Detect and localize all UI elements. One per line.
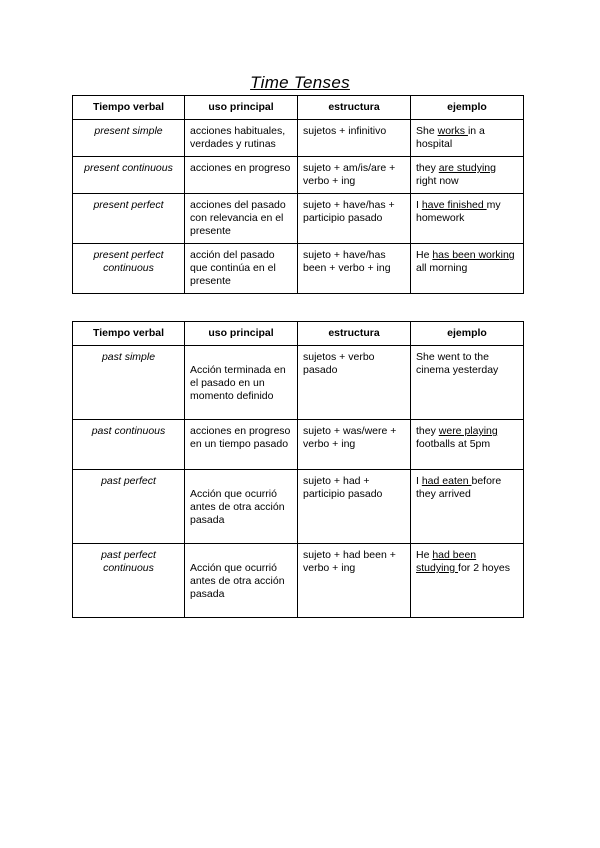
ejemplo-cell: I had eaten before they arrived <box>411 470 524 544</box>
header-tiempo-verbal: Tiempo verbal <box>73 96 185 120</box>
ejemplo-cell: they were playing footballs at 5pm <box>411 420 524 470</box>
table-header-row <box>73 322 524 346</box>
ejemplo-cell: He had been studying for 2 hoyes <box>411 544 524 618</box>
header-estructura: estructura <box>298 322 411 346</box>
estructura-cell: sujeto + am/is/are + verbo + ing <box>298 157 411 194</box>
tense-cell: present perfect continuous <box>73 244 185 294</box>
tense-cell: past simple <box>73 346 185 420</box>
header-uso-principal: uso principal <box>185 322 298 346</box>
table-row <box>73 157 524 194</box>
uso-cell: acción del pasado que continúa en el presente <box>185 244 298 294</box>
present-tenses-table <box>72 95 524 294</box>
tense-cell: past continuous <box>73 420 185 470</box>
header-uso-principal: uso principal <box>185 96 298 120</box>
header-estructura: estructura <box>298 96 411 120</box>
tense-cell: past perfect continuous <box>73 544 185 618</box>
header-ejemplo: ejemplo <box>411 322 524 346</box>
ejemplo-cell: She works in a hospital <box>411 120 524 157</box>
estructura-cell: sujetos + infinitivo <box>298 120 411 157</box>
table-row <box>73 194 524 244</box>
ejemplo-cell: I have finished my homework <box>411 194 524 244</box>
table-row <box>73 470 524 544</box>
uso-cell: acciones en progreso en un tiempo pasado <box>185 420 298 470</box>
table-row <box>73 544 524 618</box>
table-header-row <box>73 96 524 120</box>
estructura-cell: sujeto + had been + verbo + ing <box>298 544 411 618</box>
table-row <box>73 244 524 294</box>
past-tenses-table <box>72 321 524 618</box>
header-tiempo-verbal: Tiempo verbal <box>73 322 185 346</box>
ejemplo-cell: She went to the cinema yesterday <box>411 346 524 420</box>
uso-cell: acciones en progreso <box>185 157 298 194</box>
uso-cell: acciones habituales, verdades y rutinas <box>185 120 298 157</box>
table-row <box>73 346 524 420</box>
uso-cell: Acción que ocurrió antes de otra acción pasada <box>185 544 298 618</box>
tense-cell: past perfect <box>73 470 185 544</box>
uso-cell: Acción que ocurrió antes de otra acción pasada <box>185 470 298 544</box>
document-title: Time Tenses <box>250 73 350 92</box>
header-ejemplo: ejemplo <box>411 96 524 120</box>
table-row <box>73 420 524 470</box>
estructura-cell: sujeto + had + participio pasado <box>298 470 411 544</box>
estructura-cell: sujetos + verbo pasado <box>298 346 411 420</box>
estructura-cell: sujeto + was/were + verbo + ing <box>298 420 411 470</box>
table-row <box>73 120 524 157</box>
uso-cell: acciones del pasado con relevancia en el presente <box>185 194 298 244</box>
ejemplo-cell: He has been working all morning <box>411 244 524 294</box>
tense-cell: present perfect <box>73 194 185 244</box>
tense-cell: present simple <box>73 120 185 157</box>
ejemplo-cell: they are studying right now <box>411 157 524 194</box>
estructura-cell: sujeto + have/has + participio pasado <box>298 194 411 244</box>
tense-cell: present continuous <box>73 157 185 194</box>
uso-cell: Acción terminada en el pasado en un momento definido <box>185 346 298 420</box>
estructura-cell: sujeto + have/has been + verbo + ing <box>298 244 411 294</box>
